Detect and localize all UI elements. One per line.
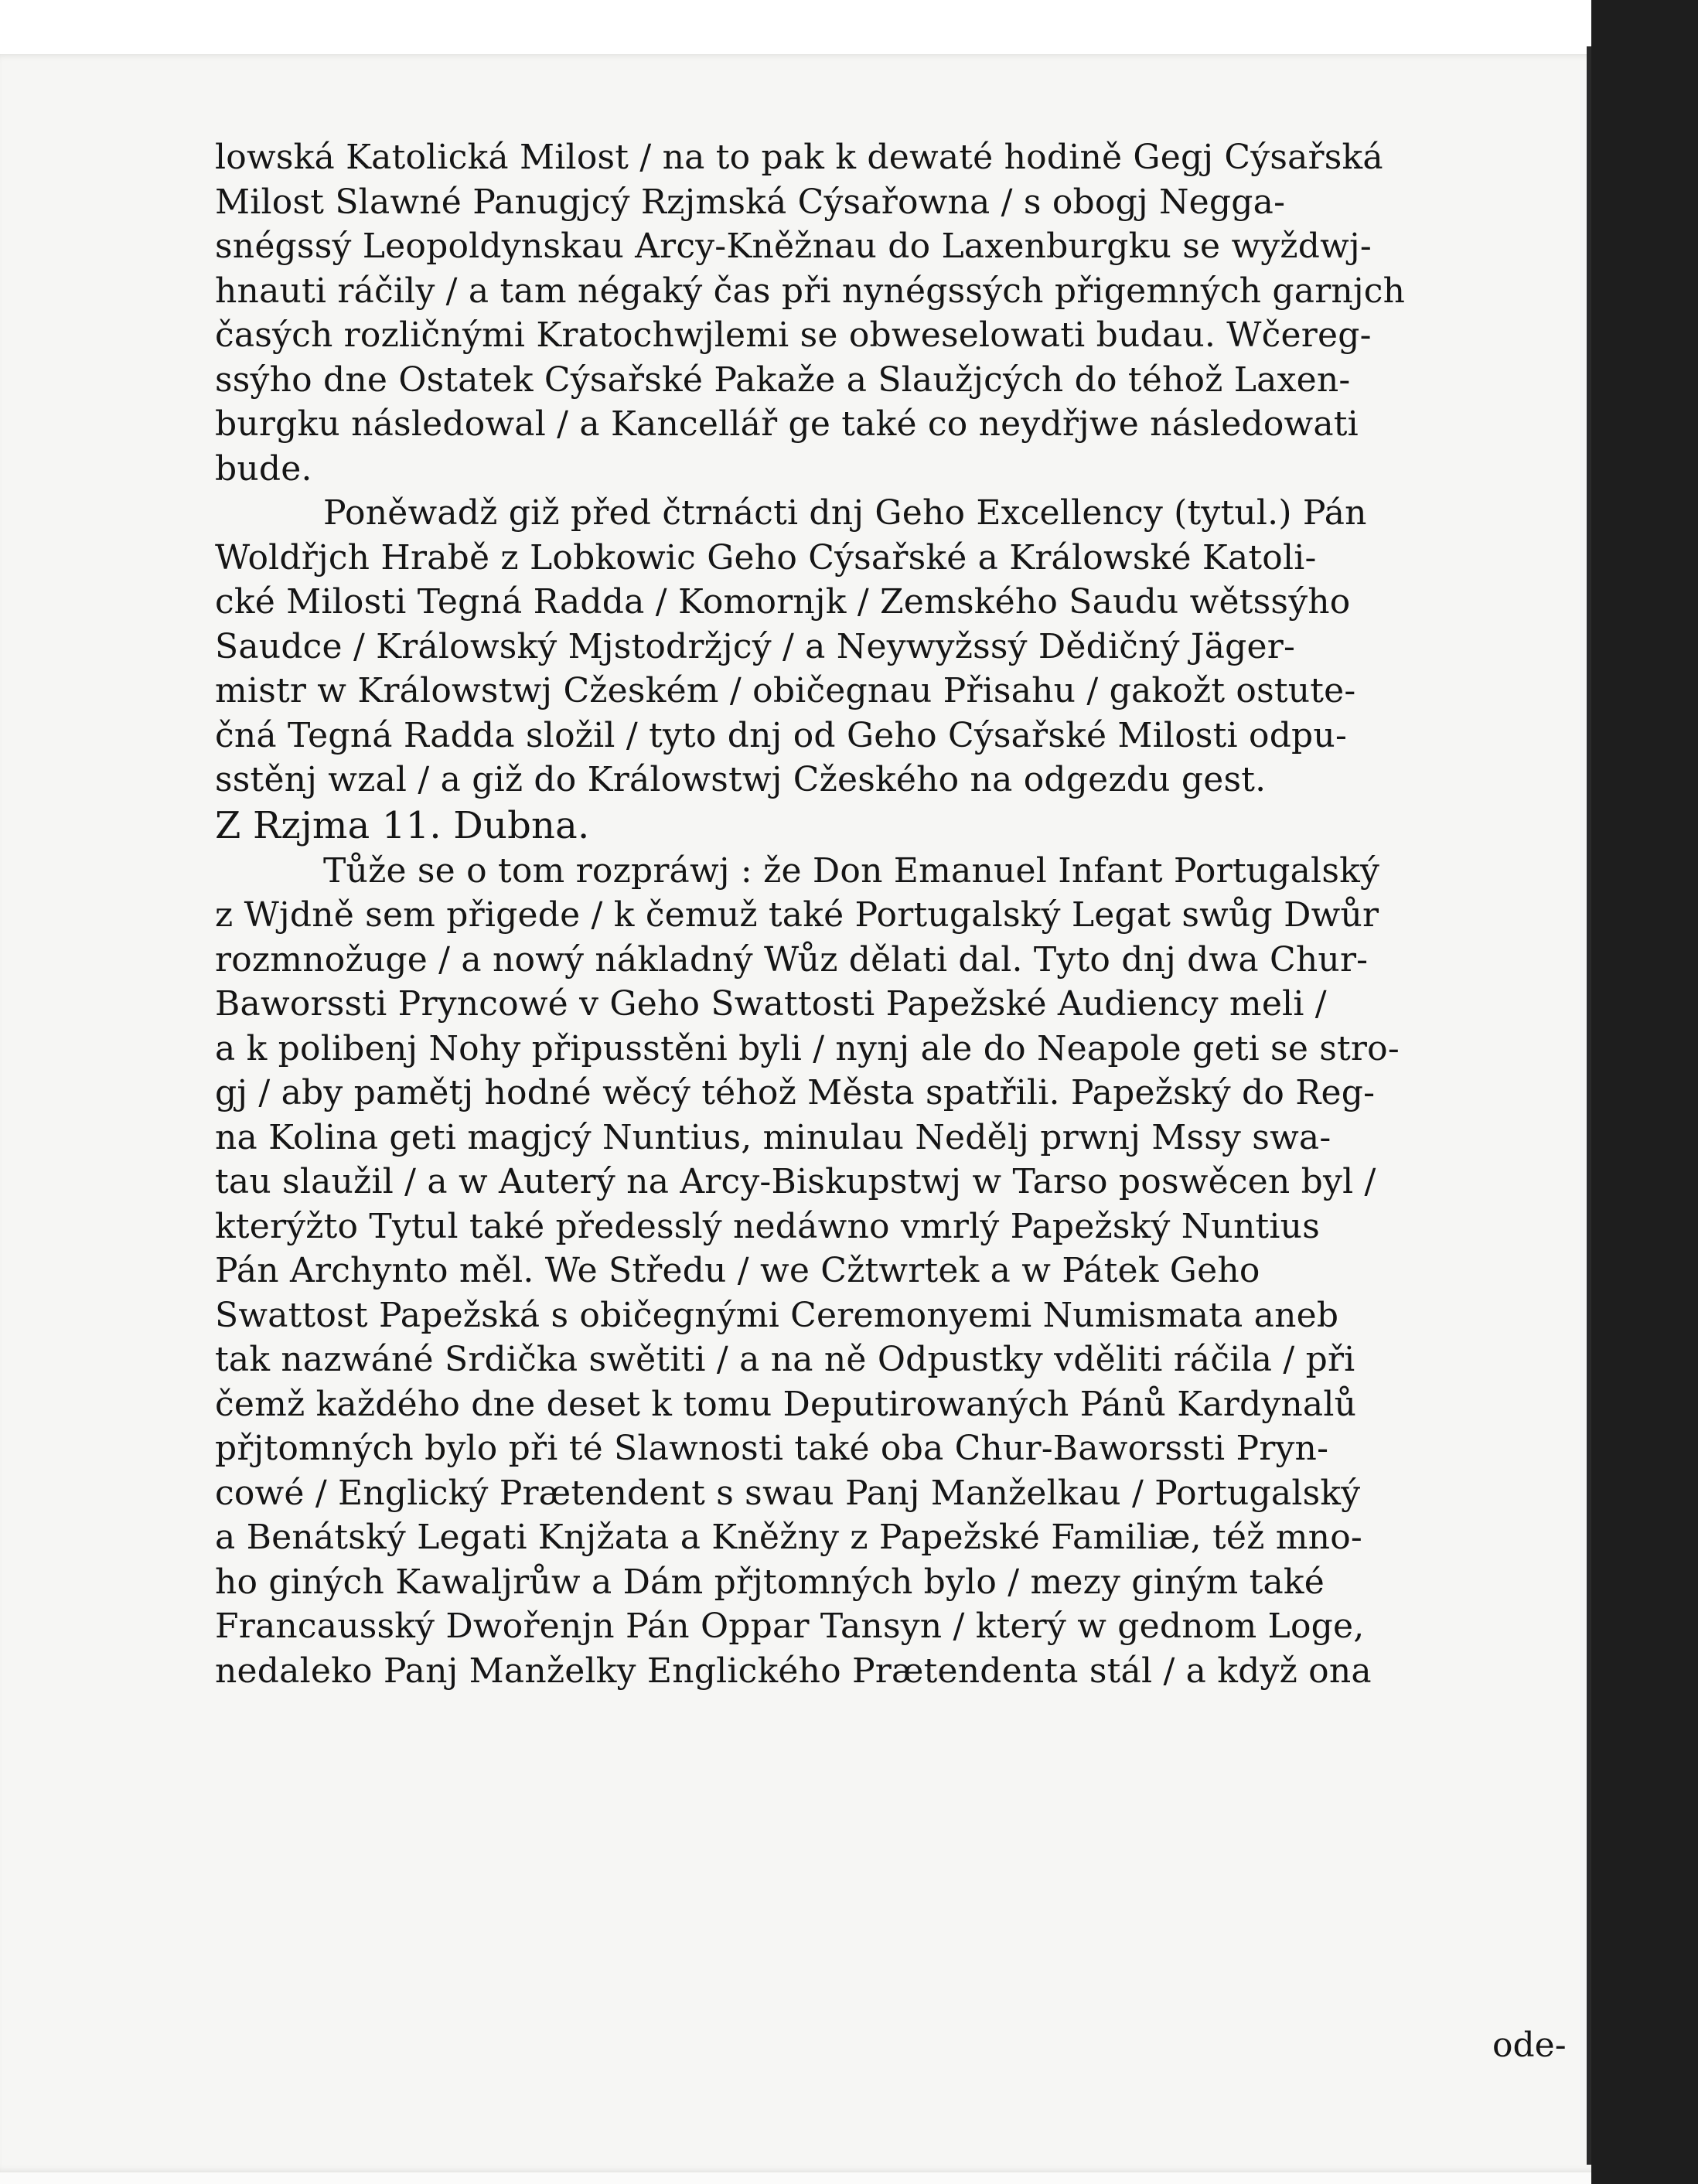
page-text (215, 135, 1560, 1693)
text-line: sstěnj wzal / a giž do Králowstwj Cžeského na odgezdu gest. (215, 760, 1267, 799)
text-line: mistr w Králowstwj Cžeském / običegnau Přisahu / gakožt ostute- (215, 671, 1356, 710)
text-line: kterýžto Tytul také předesslý nedáwno vmrlý Papežský Nuntius (215, 1206, 1320, 1246)
text-line: a k polibenj Nohy připusstěni byli / nynj ale do Neapole geti se stro- (215, 1028, 1400, 1068)
paragraph-2 (215, 491, 1560, 802)
text-line: na Kolina geti magjcý Nuntius, minulau Nedělj prwnj Mssy swa- (215, 1117, 1331, 1157)
paragraph-1 (215, 135, 1560, 491)
text-line: Francausský Dwořenjn Pán Oppar Tansyn / který w gednom Loge, (215, 1606, 1365, 1646)
text-line: lowská Katolická Milost / na to pak k dewaté hodině Gegj Cýsařská (215, 138, 1383, 177)
text-line: bude. (215, 448, 312, 489)
text-line: Baworssti Pryncowé v Geho Swattosti Papežské Audiency meli / (215, 984, 1327, 1024)
text-line: cké Milosti Tegná Radda / Komornjk / Zemského Saudu wětssýho (215, 582, 1351, 622)
text-line: ssýho dne Ostatek Cýsařské Pakaže a Slaužjcých do téhož Laxen- (215, 359, 1351, 400)
text-line: Milost Slawné Panugjcý Rzjmská Cýsařowna / s obogj Negga- (215, 182, 1286, 222)
text-line: a Benátský Legati Knjžata a Kněžny z Papežské Familiæ, též mno- (215, 1518, 1362, 1557)
text-line: ho giných Kawaljrůw a Dám přjtomných bylo / mezy giným také (215, 1562, 1325, 1602)
text-line: Poněwadž giž před čtrnácti dnj Geho Excellency (tytul.) Pán (323, 493, 1367, 533)
text-line: čná Tegná Radda složil / tyto dnj od Geho Cýsařské Milosti odpu- (215, 715, 1348, 755)
text-line: Tůže se o tom rozpráwj : že Don Emanuel Infant Portugalský (323, 850, 1380, 891)
text-line: nedaleko Panj Manželky Englického Prætendenta stál / a když ona (215, 1651, 1372, 1691)
text-line: čemž každého dne deset k tomu Deputirowaných Pánů Kardynalů (215, 1384, 1357, 1424)
text-line: gj / aby pamětj hodné wěcý téhož Města spatřili. Papežský do Reg- (215, 1073, 1376, 1112)
text-line: cowé / Englický Prætendent s swau Panj Manželkau / Portugalský (215, 1473, 1361, 1513)
text-line: časých rozličnými Kratochwjlemi se obweselowati budau. Wčereg- (215, 315, 1372, 355)
text-line: burgku následowal / a Kancellář ge také co neydřjwe následowati (215, 404, 1359, 444)
text-line: Swattost Papežská s običegnými Ceremonyemi Numismata aneb (215, 1295, 1339, 1335)
text-line: Pán Archynto měl. We Středu / we Cžtwrtek a w Pátek Geho (215, 1251, 1260, 1290)
scanner-background-strip (1591, 0, 1698, 2184)
text-line: přjtomných bylo při té Slawnosti také oba Chur-Baworssti Pryn- (215, 1429, 1329, 1468)
text-line: rozmnožuge / a nowý nákladný Wůz dělati dal. Tyto dnj dwa Chur- (215, 939, 1369, 980)
text-line: z Wjdně sem přigede / k čemuž také Portugalský Legat swůg Dwůr (215, 895, 1379, 935)
text-line: snégssý Leopoldynskau Arcy-Kněžnau do Laxenburgku se wyždwj- (215, 227, 1372, 266)
scan-top-margin (0, 0, 1591, 54)
text-line: Woldřjch Hrabě z Lobkowic Geho Cýsařské a Králowské Katoli- (215, 537, 1317, 578)
text-line: hnauti ráčily / a tam négaký čas při nynégssých přigemných garnjch (215, 271, 1406, 311)
text-line: Saudce / Králowský Mjstodržjcý / a Neywyžssý Dědičný Jäger- (215, 626, 1296, 666)
text-line: tak nazwáné Srdička swětiti / a na ně Odpustky vděliti ráčila / při (215, 1340, 1355, 1379)
dateline: Z Rzjma 11. Dubna. (215, 803, 590, 847)
catchword: ode- (1492, 2026, 1567, 2065)
paragraph-3 (215, 849, 1560, 1694)
text-line: tau slaužil / a w Auterý na Arcy-Biskupstwj w Tarso poswěcen byl / (215, 1162, 1376, 1201)
